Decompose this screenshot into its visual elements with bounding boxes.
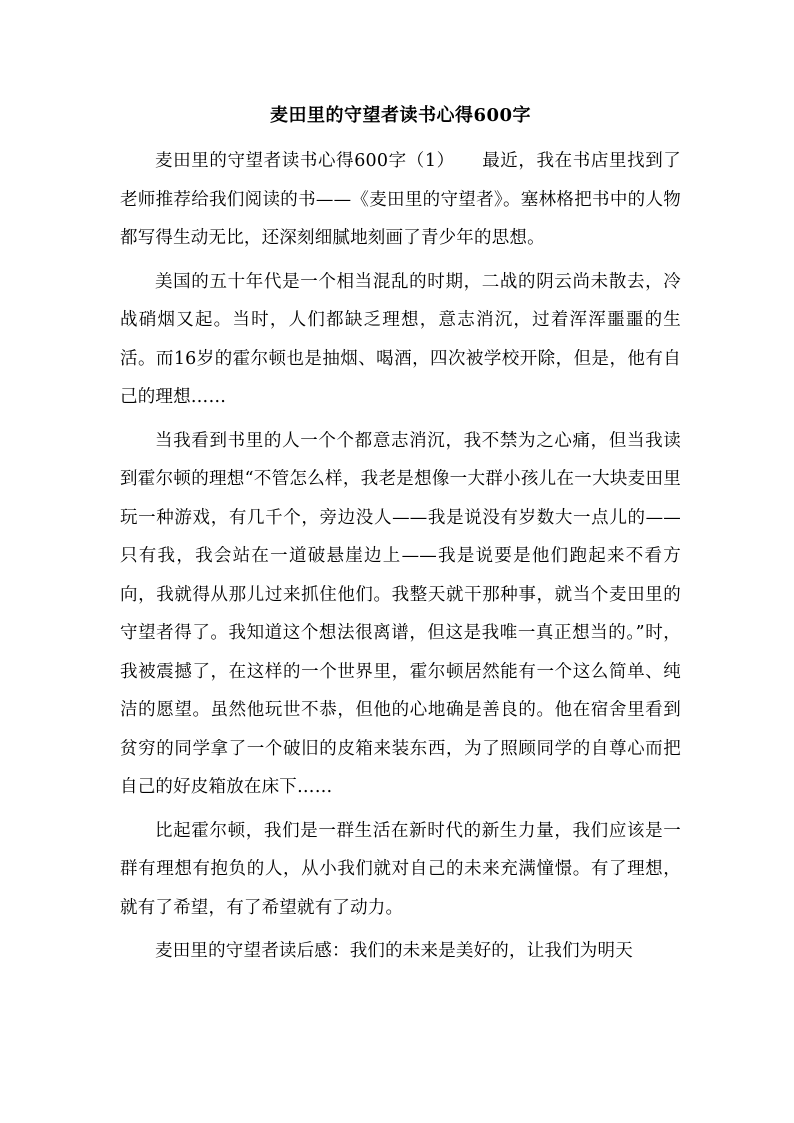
paragraph-4: 比起霍尔顿，我们是一群生活在新时代的新生力量，我们应该是一群有理想有抱负的人，从小我们就对自己的未来充满憧憬。有了理想，就有了希望，有了希望就有了动力。 [120,820,681,918]
paragraph-2: 美国的五十年代是一个相当混乱的时期，二战的阴云尚未散去，冷战硝烟又起。当时，人们都缺乏理想，意志消沉，过着浑浑噩噩的生活。而16岁的霍尔顿也是抽烟、喝酒，四次被学校开除，但是，他有自己的理想…… [120,271,681,407]
paragraph-1: 麦田里的守望者读书心得600字（1） 最近，我在书店里找到了老师推荐给我们阅读的书——《麦田里的守望者》。塞林格把书中的人物都写得生动无比，还深刻细腻地刻画了青少年的思想。 [120,151,681,248]
document-title: 麦田里的守望者读书心得600字 [269,105,532,126]
paragraph-5: 麦田里的守望者读后感：我们的未来是美好的，让我们为明天 [155,941,633,961]
paragraph-3: 当我看到书里的人一个个都意志消沉，我不禁为之心痛，但当我读到霍尔顿的理想“不管怎么样，我老是想像一大群小孩儿在一大块麦田里玩一种游戏，有几千个，旁边没人——我是说没有岁数大一点儿的——只有我，我会站在一道破悬崖边上——我是说要是他们跑起来不看方向，我就得从那儿过来抓住他们。我整天就干那种事，就当个麦田里的守望者得了。我知道这个想法很离谱，但这是我唯一真正想当的。”时，我被震撼了，在这样的一个世界里，霍尔顿居然能有一个这么简单、纯洁的愿望。虽然他玩世不恭，但他的心地确是善良的。他在宿舍里看到贫穷的同学拿了一个破旧的皮箱来装东西，为了照顾同学的自尊心而把自己的好皮箱放在床下…… [120,430,681,797]
